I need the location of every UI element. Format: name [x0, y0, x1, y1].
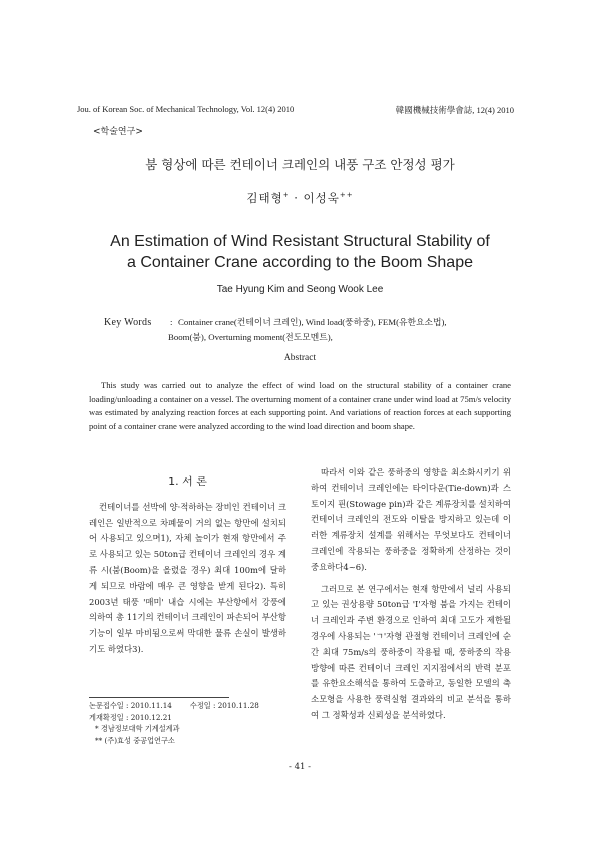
- korean-authors: [0, 190, 600, 206]
- received-date: 논문접수일 : 2010.11.14: [89, 701, 172, 710]
- keywords-line2: Boom(붐), Overturning moment(전도모멘트),: [168, 332, 333, 342]
- keywords-label: Key Words: [104, 317, 152, 328]
- author-separator: ·: [294, 191, 299, 205]
- keywords-separator: :: [170, 317, 173, 327]
- affiliation-1: * 경남정보대학 기계설계과: [95, 724, 180, 733]
- abstract-text: This study was carried out to analyze the effect of wind load on the structural stability of a container crane loading/unloading a container on a vessel. The overturning moment of a container crane under wind load at 75m/s velocity was estimated by analyzing reaction forces at each supporting point. And variations of reaction forces at each supporting point of a container crane were analyzed according to the wind load direction and boom shape.: [89, 380, 512, 431]
- affiliation-2: ** (주)효성 중공업연구소: [95, 735, 175, 745]
- intro-paragraph-1: 컨테이너를 선박에 양·적하하는 장비인 컨테이너 크레인은 일반적으로 차폐물이 거의 없는 항만에 설치되어 사용되고 있으며1), 자체 높이가 현재 항만에서 주로 사용되고 있는 50ton급 컨테이너 크레인의 경우 계류 시(붐(Boom)을 올렸을 경우) 최대 100m에 달하게 되므로 바람에 매우 큰 영향을 받게 된다2). 특히 2003년 태풍 '매미' 내습 시에는 부산항에서 강풍에 의하여 총 11기의 컨테이너 크레인이 파손되어 부산항 기능이 일부 마비됨으로써 막대한 물류 손실이 발생하기도 하였다3).: [89, 501, 286, 654]
- intro-paragraph-2: 따라서 이와 같은 풍하중의 영향을 최소화시키기 위하여 컨테이너 크레인에는 타이다운(Tie-down)과 스토이지 핀(Stowage pin)과 같은 계류장치를 설치하여 컨테이너 크레인의 전도와 이탈을 방지하고 있는데 이러한 계류장치 설계를 위해서는 무엇보다도 컨테이너 크레인에 작용되는 풍하중을 정확하게 산정하는 것이 중요하다4~6).: [311, 467, 511, 572]
- english-authors: Tae Hyung Kim and Seong Wook Lee: [216, 284, 384, 295]
- english-title-line1: An Estimation of Wind Resistant Structural Stability of: [110, 233, 490, 250]
- left-column: [89, 474, 286, 658]
- footnotes: [89, 700, 289, 746]
- korean-title: 붐 형상에 따른 컨테이너 크레인의 내풍 구조 안정성 평가: [145, 157, 455, 172]
- keywords-line1: [104, 315, 524, 330]
- accepted-date: 게재확정일 : 2010.12.21: [89, 712, 172, 722]
- intro-paragraph-3: 그러므로 본 연구에서는 현재 항만에서 널리 사용되고 있는 권상용량 50ton급 'I'자형 붐을 가지는 컨테이너 크레인과 주변 환경으로 인하여 최대 고도가 제한될 경우에 사용되는 'ㄱ'자형 관절형 컨테이너 크레인에 순간 최대 75m/s의 풍하중이 작용될 때, 풍하중의 작용방향에 따른 컨테이너 크레인 지지점에서의 반력 분포를 유한요소해석을 통하여 도출하고, 동일한 모델의 축소모형을 사용한 풍력실험 결과와의 비교 분석을 통하여 그 정확성과 신뢰성을 분석하였다.: [311, 583, 511, 720]
- revised-date: 수정일 : 2010.11.28: [189, 701, 259, 710]
- author1-ko: 김태형: [246, 191, 283, 205]
- english-title-line2: a Container Crane according to the Boom Shape: [127, 254, 473, 271]
- journal-header-left: Jou. of Korean Soc. of Mechanical Technology, Vol. 12(4) 2010: [77, 104, 295, 114]
- section-heading: 1. 서 론: [168, 475, 207, 488]
- right-column: [311, 465, 511, 724]
- page-number: - 41 -: [289, 762, 311, 772]
- footnote-divider: [89, 697, 229, 698]
- author2-ko: 이성욱: [303, 191, 340, 205]
- section-tag: <학술연구>: [93, 127, 143, 137]
- keywords-block: [104, 315, 524, 344]
- footnote-dates: [89, 700, 289, 712]
- english-title: [0, 231, 600, 273]
- journal-header-right: 韓國機械技術學會誌, 12(4) 2010: [395, 105, 514, 115]
- author1-mark: +: [282, 191, 290, 200]
- author2-mark: ++: [339, 191, 354, 200]
- abstract-title: Abstract: [283, 353, 317, 363]
- keywords-text1: Container crane(컨테이너 크레인), Wind load(풍하중), FEM(유한요소법),: [178, 317, 447, 327]
